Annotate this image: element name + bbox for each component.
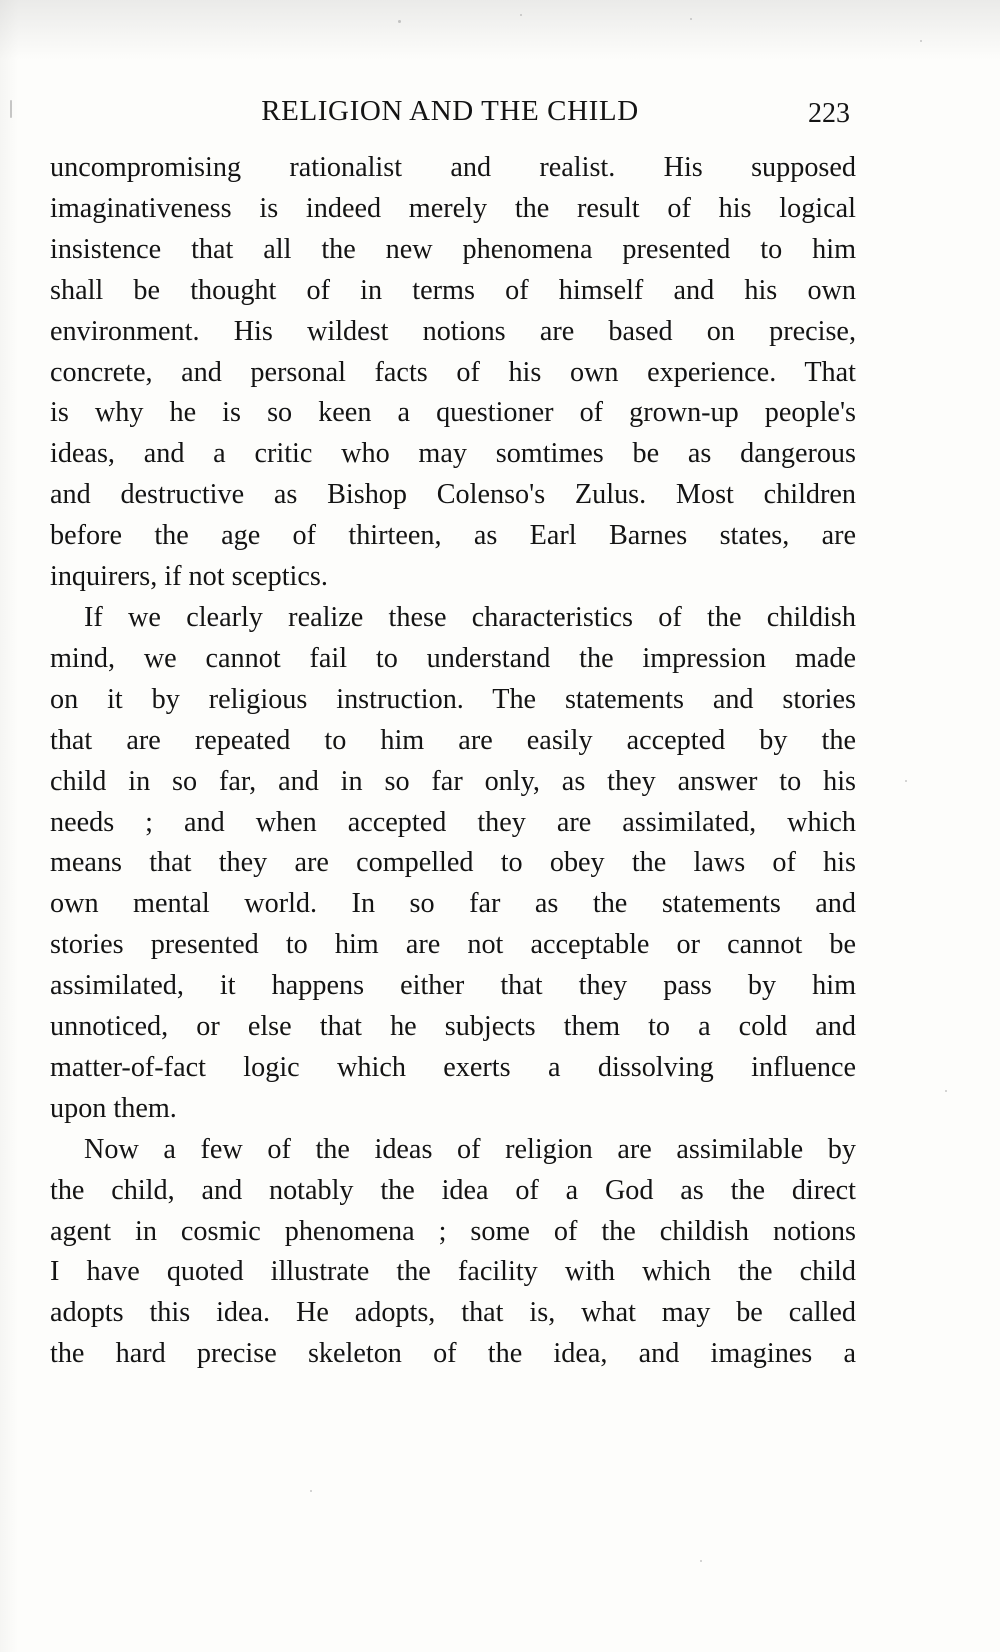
text-line: agent in cosmic phenomena ; some of the childish notions xyxy=(50,1215,856,1247)
text-line: needs ; and when accepted they are assimilated, which xyxy=(50,806,856,838)
text-line: imaginativeness is indeed merely the result of his logical xyxy=(50,192,856,224)
scan-speck xyxy=(310,1490,312,1492)
text-line: before the age of thirteen, as Earl Barnes states, are xyxy=(50,520,856,552)
text-line: the child, and notably the idea of a God as the direct xyxy=(50,1174,856,1206)
text-line: that are repeated to him are easily accepted by the xyxy=(50,724,856,756)
running-head xyxy=(50,95,850,139)
text-line: child in so far, and in so far only, as they answer to his xyxy=(50,765,856,797)
scan-speck xyxy=(10,100,12,118)
text-line: stories presented to him are not acceptable or cannot be xyxy=(50,929,856,961)
text-line: the hard precise skeleton of the idea, and imagines a xyxy=(50,1338,856,1370)
text-line: upon them. xyxy=(50,1092,177,1124)
text-line: insistence that all the new phenomena presented to him xyxy=(50,233,856,265)
text-line: own mental world. In so far as the statements and xyxy=(50,888,856,920)
text-line: matter-of-fact logic which exerts a dissolving influence xyxy=(50,1051,856,1083)
page-number: 223 xyxy=(808,98,850,129)
text-line: on it by religious instruction. The statements and stories xyxy=(50,683,856,715)
text-line: ideas, and a critic who may somtimes be as dangerous xyxy=(50,438,856,470)
text-line: I have quoted illustrate the facility with which the child xyxy=(50,1256,856,1288)
body-text xyxy=(50,148,856,1375)
text-line: unnoticed, or else that he subjects them to a cold and xyxy=(50,1011,856,1043)
text-line: uncompromising rationalist and realist. His supposed xyxy=(50,152,856,183)
paragraph-3 xyxy=(50,1130,856,1375)
running-title: RELIGION AND THE CHILD xyxy=(261,95,639,127)
text-line: shall be thought of in terms of himself and his own xyxy=(50,274,856,306)
scan-speck xyxy=(690,18,692,20)
text-line: means that they are compelled to obey the laws of his xyxy=(50,847,856,879)
scan-shadow-left xyxy=(0,0,18,1652)
text-line: Now a few of the ideas of religion are assimilable by xyxy=(84,1133,856,1165)
scan-speck xyxy=(398,20,401,23)
text-line: If we clearly realize these characteristics of the childish xyxy=(84,601,856,633)
scan-speck xyxy=(905,780,907,782)
text-line: mind, we cannot fail to understand the impression made xyxy=(50,642,856,674)
text-line: adopts this idea. He adopts, that is, what may be called xyxy=(50,1297,856,1329)
scan-speck xyxy=(920,40,922,42)
paragraph-1 xyxy=(50,148,856,598)
text-line: is why he is so keen a questioner of grown-up people's xyxy=(50,397,856,429)
scan-speck xyxy=(520,14,522,16)
text-line: inquirers, if not sceptics. xyxy=(50,561,328,593)
paragraph-2 xyxy=(50,598,856,1130)
text-line: concrete, and personal facts of his own experience. That xyxy=(50,356,856,388)
scan-shadow-top xyxy=(0,0,1000,60)
scan-speck xyxy=(700,1560,702,1562)
text-line: environment. His wildest notions are based on precise, xyxy=(50,315,856,347)
text-line: and destructive as Bishop Colenso's Zulus. Most children xyxy=(50,479,856,511)
scan-speck xyxy=(945,1090,947,1092)
text-line: assimilated, it happens either that they pass by him xyxy=(50,970,856,1002)
